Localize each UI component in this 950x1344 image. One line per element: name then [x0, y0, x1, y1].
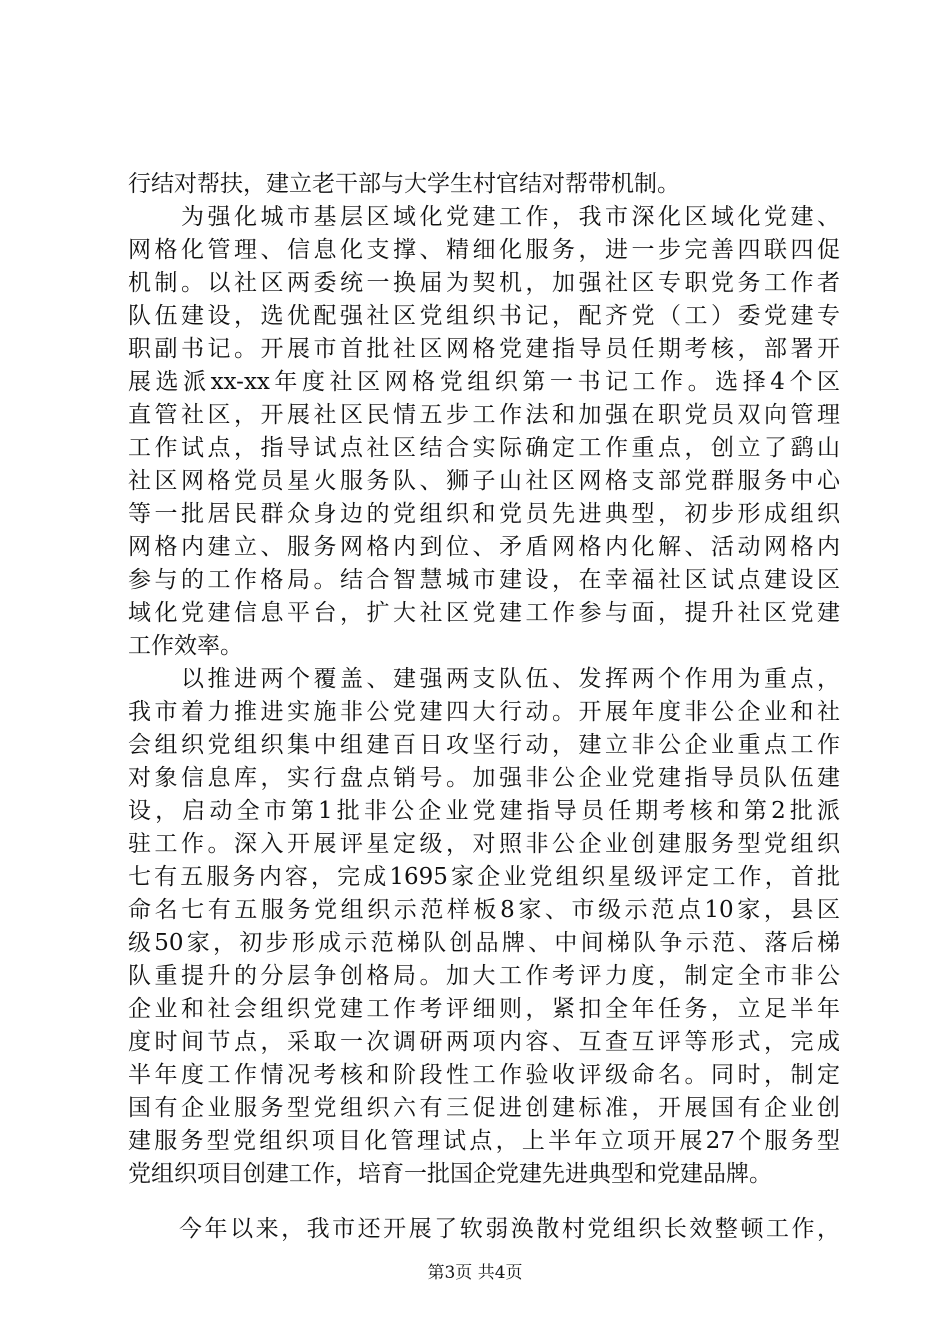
- text-line: 参与的工作格局。结合智慧城市建设，在幸福社区试点建设区: [128, 567, 840, 593]
- text-line: 驻工作。深入开展评星定级，对照非公企业创建服务型党组织: [128, 831, 840, 857]
- paragraph: [128, 1213, 840, 1246]
- text-line: 党组织项目创建工作，培育一批国企党建先进典型和党建品牌。: [128, 1161, 772, 1187]
- text-line: 网格内建立、服务网格内到位、矛盾网格内化解、活动网格内: [128, 534, 840, 560]
- text-line: 等一批居民群众身边的党组织和党员先进典型，初步形成组织: [128, 501, 840, 527]
- text-line: 我市着力推进实施非公党建四大行动。开展年度非公企业和社: [128, 699, 840, 725]
- text-line: 命名七有五服务党组织示范样板8家、市级示范点10家，县区: [128, 897, 840, 923]
- text-line: 建服务型党组织项目化管理试点，上半年立项开展27个服务型: [128, 1128, 840, 1154]
- document-body: [128, 168, 840, 1246]
- text-line: 以推进两个覆盖、建强两支队伍、发挥两个作用为重点，: [128, 666, 840, 692]
- text-line: 七有五服务内容，完成1695家企业党组织星级评定工作，首批: [128, 864, 840, 890]
- paragraph: [128, 201, 840, 663]
- text-line: 社区网格党员星火服务队、狮子山社区网格支部党群服务中心: [128, 468, 840, 494]
- text-line: 设，启动全市第1批非公企业党建指导员任期考核和第2批派: [128, 798, 840, 824]
- text-line: 级50家，初步形成示范梯队创品牌、中间梯队争示范、落后梯: [128, 930, 840, 956]
- text-line: 工作效率。: [128, 633, 243, 659]
- text-line: 网格化管理、信息化支撑、精细化服务，进一步完善四联四促: [128, 237, 840, 263]
- text-line: 度时间节点，采取一次调研两项内容、互查互评等形式，完成: [128, 1029, 840, 1055]
- text-line: 域化党建信息平台，扩大社区党建工作参与面，提升社区党建: [128, 600, 840, 626]
- text-line: 工作试点，指导试点社区结合实际确定工作重点，创立了鹞山: [128, 435, 840, 461]
- text-line: 今年以来，我市还开展了软弱涣散村党组织长效整顿工作，: [128, 1216, 840, 1242]
- text-line: 为强化城市基层区域化党建工作，我市深化区域化党建、: [128, 204, 840, 230]
- text-line: 直管社区，开展社区民情五步工作法和加强在职党员双向管理: [128, 402, 840, 428]
- paragraph-gap: [128, 1191, 840, 1213]
- text-line: 国有企业服务型党组织六有三促进创建标准，开展国有企业创: [128, 1095, 840, 1121]
- page-footer: 第3页 共4页: [427, 1263, 523, 1283]
- text-line: 队重提升的分层争创格局。加大工作考评力度，制定全市非公: [128, 963, 840, 989]
- text-line: 对象信息库，实行盘点销号。加强非公企业党建指导员队伍建: [128, 765, 840, 791]
- paragraph: [128, 663, 840, 1191]
- text-line: 队伍建设，选优配强社区党组织书记，配齐党（工）委党建专: [128, 303, 840, 329]
- text-line: 机制。以社区两委统一换届为契机，加强社区专职党务工作者: [128, 270, 840, 296]
- text-line: 行结对帮扶，建立老干部与大学生村官结对帮带机制。: [128, 171, 680, 197]
- text-line: 半年度工作情况考核和阶段性工作验收评级命名。同时，制定: [128, 1062, 840, 1088]
- text-line: 企业和社会组织党建工作考评细则，紧扣全年任务，立足半年: [128, 996, 840, 1022]
- paragraph: [128, 168, 840, 201]
- text-line: 会组织党组织集中组建百日攻坚行动，建立非公企业重点工作: [128, 732, 840, 758]
- text-line: 职副书记。开展市首批社区网格党建指导员任期考核，部署开: [128, 336, 840, 362]
- text-line: 展选派xx-xx年度社区网格党组织第一书记工作。选择4个区: [128, 369, 840, 395]
